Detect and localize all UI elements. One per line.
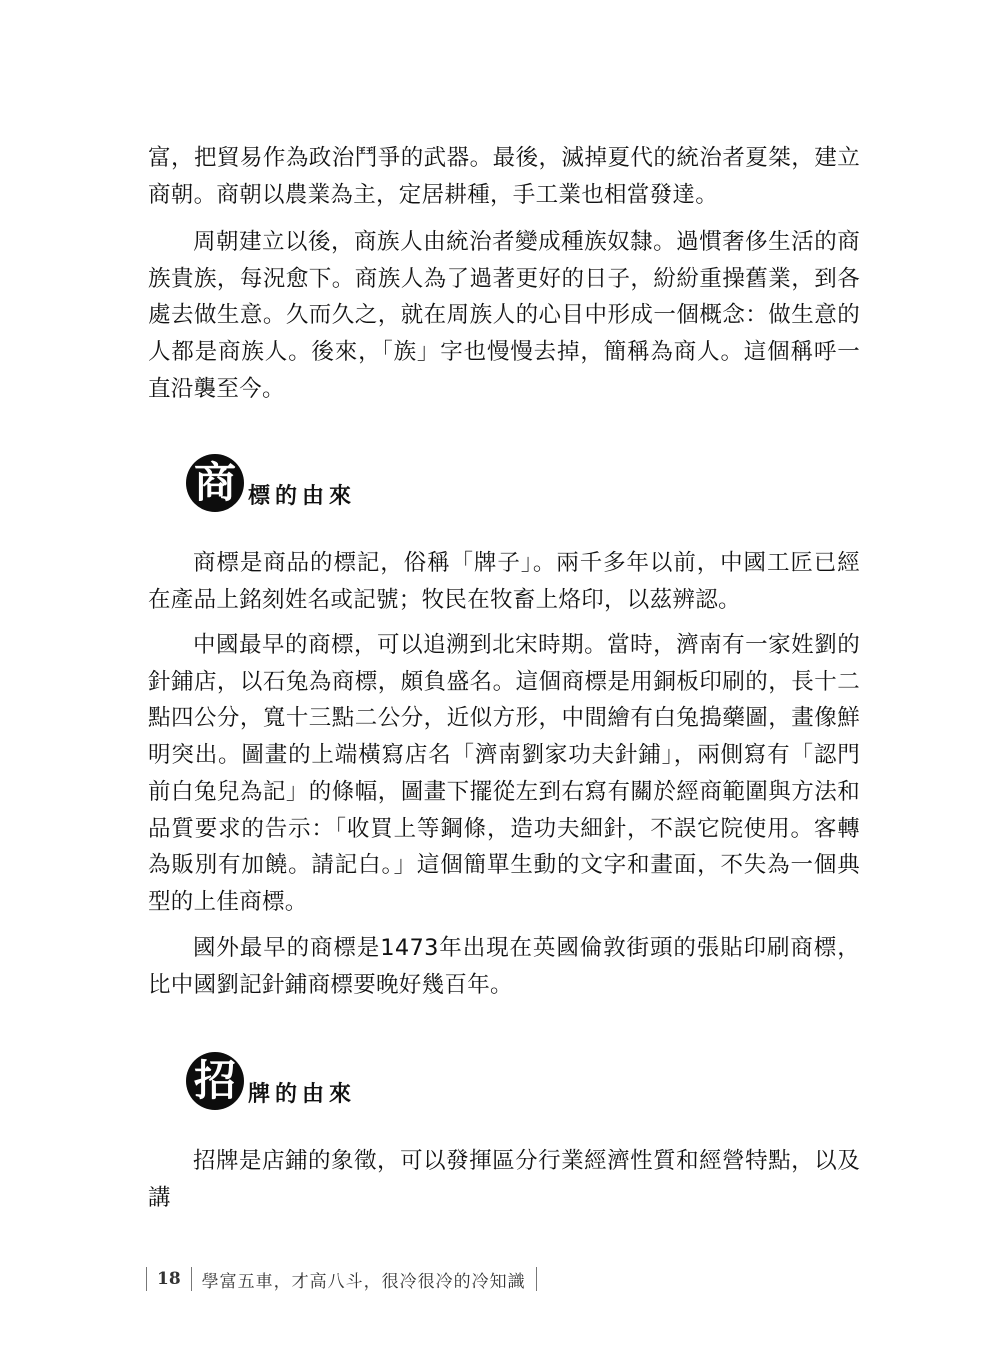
paragraph-earliest-trademark: 中國最早的商標，可以追溯到北宋時期。當時，濟南有一家姓劉的針鋪店，以石兔為商標，頗負盛名。這個商標是用銅板印刷的，長十二點四公分，寬十三點二公分，近似方形，中間繪有白兔搗藥圖，畫像鮮明突出。圖畫的上端橫寫店名「濟南劉家功夫針鋪」，兩側寫有「認門前白兔兒為記」的條幅，圖畫下擺從左到右寫有關於經商範圍與方法和品質要求的告示：「收買上等鋼條，造功夫細針，不誤它院使用。客轉為販別有加饒。請記白。」這個簡單生動的文字和畫面，不失為一個典型的上佳商標。 bbox=[148, 632, 860, 915]
section-heading-trademark bbox=[186, 452, 356, 512]
heading-badge-circle: 商 bbox=[186, 454, 244, 512]
paragraph-zhou-dynasty: 周朝建立以後，商族人由統治者變成種族奴隸。過慣奢侈生活的商族貴族，每況愈下。商族人為了過著更好的日子，紛紛重操舊業，到各處去做生意。久而久之，就在周族人的心目中形成一個概念：做生意的人都是商族人。後來，「族」字也慢慢去掉，簡稱為商人。這個稱呼一直沿襲至今。 bbox=[148, 229, 860, 402]
section-heading-signboard bbox=[186, 1050, 356, 1110]
paragraph-signboard: 招牌是店鋪的象徵，可以發揮區分行業經濟性質和經營特點，以及講 bbox=[148, 1148, 860, 1211]
heading-text: 標的由來 bbox=[248, 483, 357, 509]
heading-text: 牌的由來 bbox=[248, 1081, 357, 1107]
book-title: 學富五車，才高八斗，很冷很冷的冷知識 bbox=[201, 1271, 526, 1292]
page-number: 18 bbox=[157, 1269, 181, 1289]
paragraph-foreign-trademark: 國外最早的商標是1473年出現在英國倫敦街頭的張貼印刷商標，比中國劉記針鋪商標要晚好幾百年。 bbox=[148, 935, 860, 998]
paragraph-trademark-definition: 商標是商品的標記，俗稱「牌子」。兩千多年以前，中國工匠已經在產品上銘刻姓名或記號；牧民在牧畜上烙印，以茲辨認。 bbox=[148, 550, 860, 613]
paragraph-continued: 富，把貿易作為政治鬥爭的武器。最後，滅掉夏代的統治者夏桀，建立商朝。商朝以農業為主，定居耕種，手工業也相當發達。 bbox=[148, 145, 860, 208]
page-footer bbox=[146, 1266, 537, 1292]
footer-divider bbox=[536, 1267, 537, 1291]
heading-badge-circle: 招 bbox=[186, 1052, 244, 1110]
